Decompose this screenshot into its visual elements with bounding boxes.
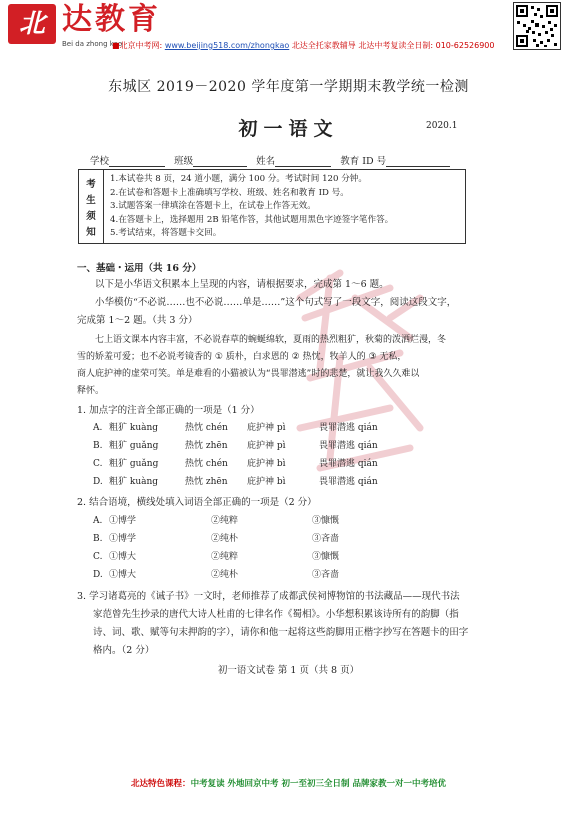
option-part: 粗犷 kuàng [109, 423, 159, 433]
section-intro: 以下是小华语文积累本上呈现的内容，请根据要求，完成第 1～6 题。 [95, 279, 389, 290]
option-part: 粗犷 guǎng [109, 441, 159, 451]
notice-item: 5.考试结束，将答题卡交回。 [110, 228, 222, 239]
class-field[interactable] [193, 156, 247, 167]
logo-char: 北 [18, 9, 45, 39]
option-part: ③吝啬 [312, 570, 340, 580]
option-part: ②纯粹 [211, 552, 239, 562]
school-label: 学校 [90, 156, 110, 167]
option-part: ①博大 [109, 570, 137, 580]
question-1-option[interactable] [93, 420, 378, 433]
passage-line: 商人庇护神的虚荣可笑。单是难看的小猫被认为“畏罪潜逃”时的悲楚，就让我久久难以 [77, 369, 420, 379]
bottom-ad-items: 中考复读 外地回京中考 初一至初三全日制 品牌家教一对一中考培优 [190, 779, 446, 789]
question-2-option[interactable] [93, 549, 339, 562]
option-part: ①博学 [109, 516, 137, 526]
question-3-line: 诗、词、歌、赋等句末押韵的字），请你和他一起将这些韵脚用正楷字抄写在答题卡的田字 [93, 627, 469, 638]
question-1-option[interactable] [93, 456, 378, 469]
name-label: 姓名 [256, 156, 276, 167]
question-1-stem: 1. 加点字的注音全部正确的一项是（1 分） [77, 405, 260, 416]
header-bar-phone: 010-62526900 [435, 41, 495, 50]
student-info-line [90, 153, 450, 167]
option-letter: B. [93, 441, 103, 451]
option-part: ①博学 [109, 534, 137, 544]
notice-item: 2.在试卷和答题卡上准确填写学校、班级、姓名和教育 ID 号。 [110, 187, 349, 198]
option-letter: D. [93, 570, 103, 580]
option-part: 热忱 chén [185, 459, 228, 469]
question-3-line: 3. 学习诸葛亮的《诫子书》一文时，老师推荐了成都武侯祠博物馆的书法藏品——现代书法 [77, 591, 460, 602]
brand-logo [8, 4, 56, 44]
header-bar-url[interactable]: www.beijing518.com/zhongkao [164, 41, 290, 50]
notice-item: 1.本试卷共 8 页，24 道小题，满分 100 分。考试时间 120 分钟。 [110, 174, 367, 184]
qr-code-icon [513, 2, 561, 50]
notice-list [110, 173, 393, 241]
passage-line: 雪的娇羞可爱；也不必说考镜香的 ① 质朴，白求恩的 ② 热忱，牧羊人的 ③ 无私， [77, 352, 407, 362]
bottom-ad-banner [0, 777, 577, 789]
notice-heading [79, 170, 104, 243]
question-1-option[interactable] [93, 474, 378, 487]
option-letter: B. [93, 534, 103, 544]
name-field[interactable] [275, 156, 331, 167]
option-part: 热忱 zhēn [185, 477, 228, 487]
option-part: ②纯粹 [211, 516, 239, 526]
question-2-option[interactable] [93, 567, 339, 580]
exam-date: 2020.1 [426, 121, 458, 131]
brand-pinyin: Bei da zhong kao [62, 40, 123, 48]
question-1-option[interactable] [93, 438, 378, 451]
question-3-line: 家范曾先生抄录的唐代大诗人杜甫的七律名作《蜀相》。小华想积累该诗所有的韵脚（指 [93, 609, 459, 620]
id-label: 教育 ID 号 [340, 156, 387, 167]
option-part: 粗犷 kuàng [109, 477, 159, 487]
option-part: 热忱 zhēn [185, 441, 228, 451]
option-letter: D. [93, 477, 103, 487]
option-part: ③慷慨 [312, 516, 340, 526]
notice-head-char: 考 [86, 178, 96, 190]
question-2-option[interactable] [93, 513, 339, 526]
option-part: 庇护神 bì [247, 477, 286, 487]
exam-title: 东城区 2019－2020 学年度第一学期期末教学统一检测 [108, 79, 469, 95]
task-line: 小华模仿“不必说……也不必说……单是……”这个句式写了一段文字，阅读这段文字， [95, 297, 457, 308]
exam-notice-box [78, 169, 466, 244]
subject-title: 初一语文 [238, 118, 339, 140]
option-part: ③慷慨 [312, 552, 340, 562]
header-bar-prefix: ■北京中考网: [112, 41, 163, 50]
school-field[interactable] [109, 156, 165, 167]
notice-head-char: 知 [86, 226, 96, 238]
option-part: 热忱 chén [185, 423, 228, 433]
option-letter: C. [93, 459, 103, 469]
header-bar-middle: 北达全托家教辅导 北达中考复读全日制: [291, 41, 434, 50]
section-heading: 一、基础・运用（共 16 分） [77, 263, 202, 274]
bottom-ad-prefix: 北达特色课程： [131, 779, 191, 789]
notice-head-char: 须 [86, 210, 96, 222]
passage-line: 七上语文课本内容丰富，不必说春草的蜿蜒绵软，夏雨的热烈粗犷，秋菊的泼洒烂漫，冬 [95, 335, 447, 345]
notice-head-char: 生 [86, 194, 96, 206]
header-ad-bar [112, 40, 507, 51]
option-part: ①博大 [109, 552, 137, 562]
option-part: 畏罪潜逃 qián [319, 441, 378, 451]
option-part: 庇护神 pì [247, 441, 286, 451]
option-letter: C. [93, 552, 103, 562]
option-part: ③吝啬 [312, 534, 340, 544]
id-field[interactable] [386, 156, 450, 167]
option-part: 畏罪潜逃 qián [319, 423, 378, 433]
option-part: 粗犷 guǎng [109, 459, 159, 469]
question-2-stem: 2. 结合语境，横线处填入词语全部正确的一项是（2 分） [77, 497, 317, 508]
question-3-line: 格内。（2 分） [93, 645, 155, 656]
option-part: ②纯朴 [211, 534, 239, 544]
option-part: 畏罪潜逃 qián [319, 459, 378, 469]
passage-line: 释怀。 [77, 386, 105, 396]
option-letter: A. [93, 516, 103, 526]
option-part: ②纯朴 [211, 570, 239, 580]
question-2-option[interactable] [93, 531, 339, 544]
brand-name: 达教育 [62, 2, 161, 37]
option-part: 庇护神 bì [247, 459, 286, 469]
page-number: 初一语文试卷 第 1 页（共 8 页） [217, 665, 360, 676]
notice-item: 3.试题答案一律填涂在答题卡上，在试卷上作答无效。 [110, 201, 316, 212]
task-line: 完成第 1～2 题。（共 3 分） [77, 315, 198, 326]
notice-item: 4.在答题卡上，选择题用 2B 铅笔作答，其他试题用黑色字迹签字笔作答。 [110, 214, 394, 225]
option-part: 畏罪潜逃 qián [319, 477, 378, 487]
class-label: 班级 [174, 156, 194, 167]
option-part: 庇护神 pì [247, 423, 286, 433]
option-letter: A. [93, 423, 103, 433]
